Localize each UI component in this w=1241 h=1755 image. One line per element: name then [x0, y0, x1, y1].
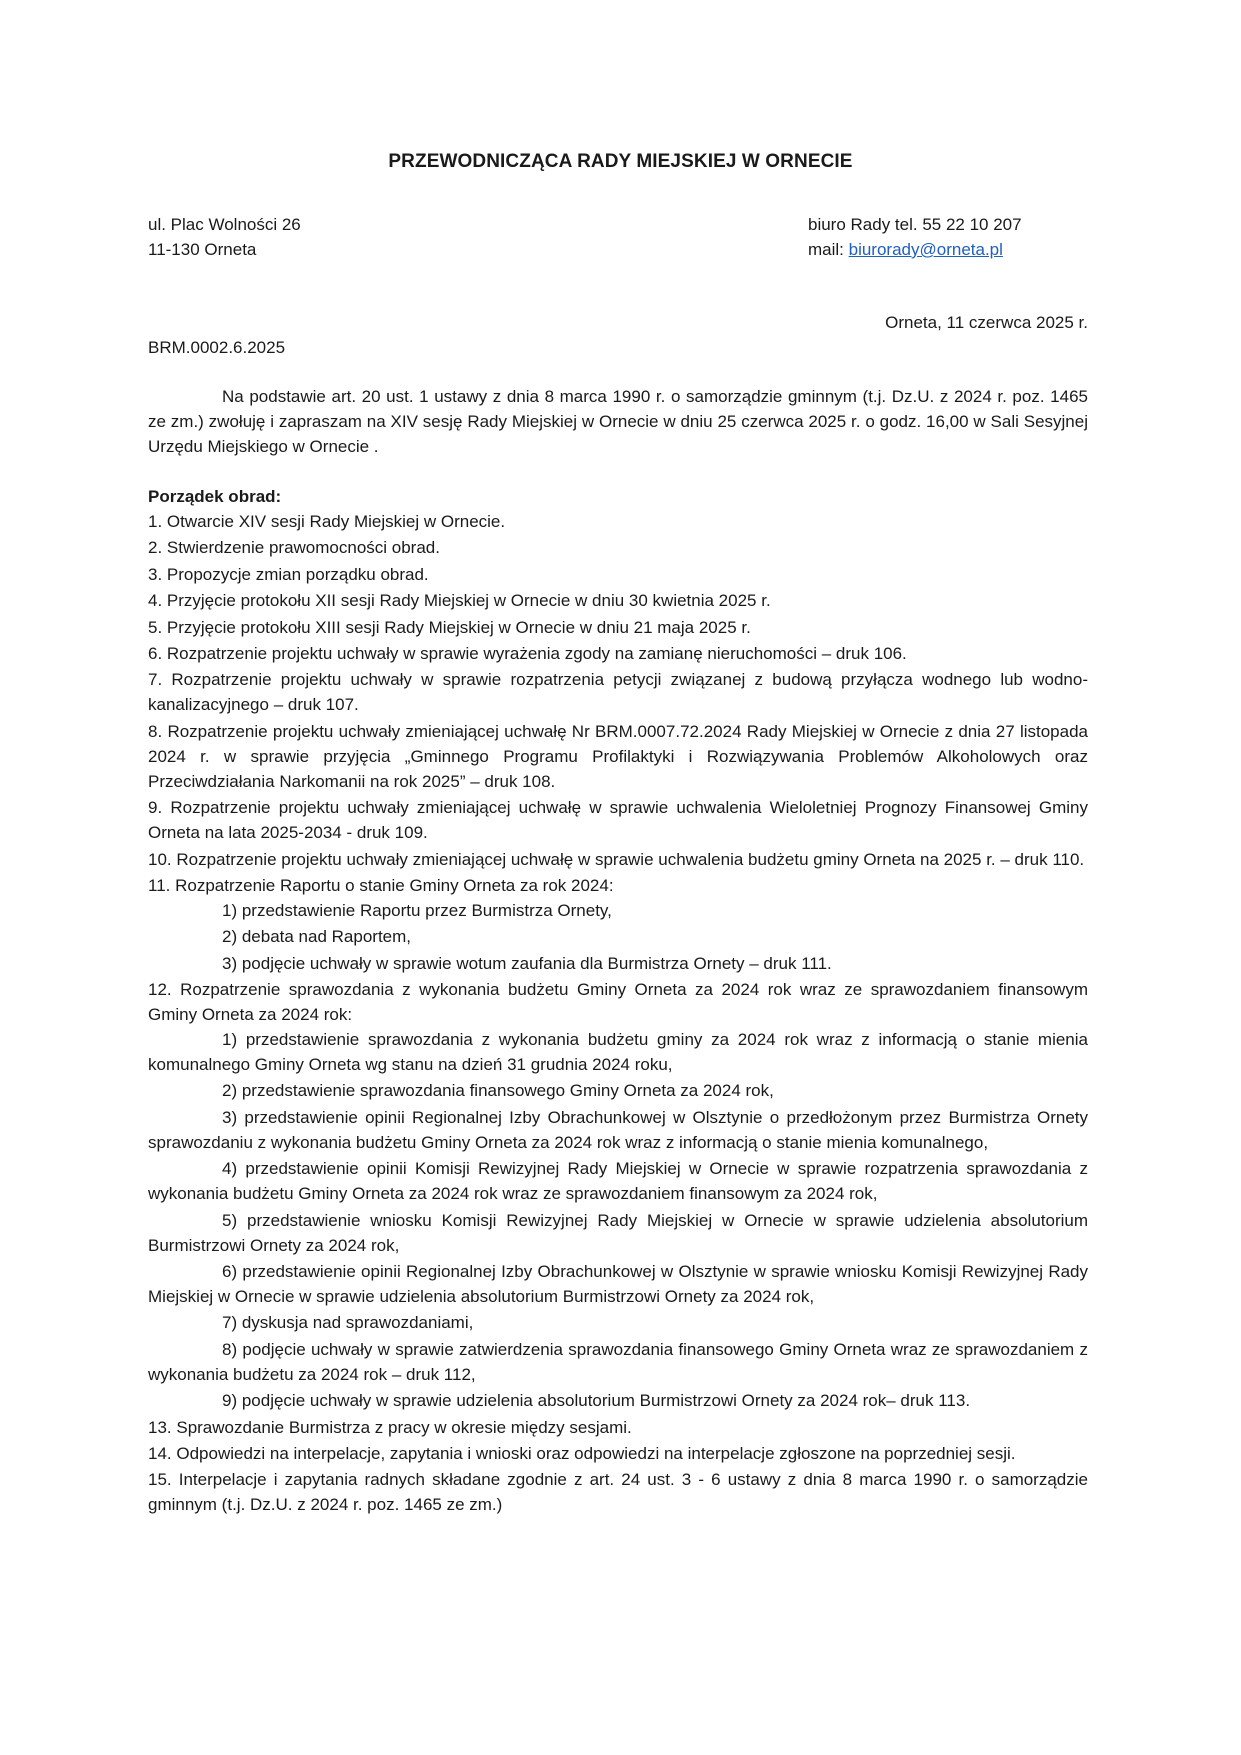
- agenda-subitem: 1) przedstawienie Raportu przez Burmistrza Ornety,: [222, 900, 612, 920]
- agenda-item: 15. Interpelacje i zapytania radnych składane zgodnie z art. 24 ust. 3 - 6 ustawy z dnia 8 marca 1990 r. o samorządzie gminnym (t.j. Dz.U. z 2024 r. poz. 1465 ze zm.): [148, 1470, 1088, 1515]
- agenda-subitem: 6) przedstawienie opinii Regionalnej Izby Obrachunkowej w Olsztynie w sprawie wniosku Komisji Rewizyjnej Rady Miejskiej w Ornecie w sprawie udzielenia absolutorium Burmistrzowi Ornety za 2024 rok,: [148, 1262, 1088, 1307]
- document-title: PRZEWODNICZĄCA RADY MIEJSKIEJ W ORNECIE: [388, 151, 853, 172]
- intro-paragraph: Na podstawie art. 20 ust. 1 ustawy z dnia 8 marca 1990 r. o samorządzie gminnym (t.j. Dz.U. z 2024 r. poz. 1465 ze zm.) zwołuję i zapraszam na XIV sesję Rady Miejskiej w Ornecie w dniu 25 czerwca 2025 r. o godz. 16,00 w Sali Sesyjnej Urzędu Miejskiego w Ornecie .: [148, 387, 1088, 456]
- agenda-item: 14. Odpowiedzi na interpelacje, zapytania i wnioski oraz odpowiedzi na interpelacje zgłoszone na poprzedniej sesji.: [148, 1443, 1016, 1463]
- reference-number: BRM.0002.6.2025: [148, 338, 286, 357]
- agenda-item: 3. Propozycje zmian porządku obrad.: [148, 564, 429, 584]
- address-city: 11-130 Orneta: [148, 240, 257, 259]
- agenda-item: 8. Rozpatrzenie projektu uchwały zmieniającej uchwałę Nr BRM.0007.72.2024 Rady Miejskiej w Ornecie z dnia 27 listopada 2024 r. w sprawie przyjęcia „Gminnego Programu Profilaktyki i Rozwiązywania Problemów Alkoholowych oraz Przeciwdziałania Narkomanii na rok 2025” – druk 108.: [148, 721, 1088, 791]
- agenda-item: 10. Rozpatrzenie projektu uchwały zmieniającej uchwałę w sprawie uchwalenia budżetu gminy Orneta na 2025 r. – druk 110.: [148, 849, 1085, 869]
- agenda-item: 1. Otwarcie XIV sesji Rady Miejskiej w Ornecie.: [148, 512, 506, 531]
- agenda-subitem: 8) podjęcie uchwały w sprawie zatwierdzenia sprawozdania finansowego Gminy Orneta wraz ze sprawozdaniem z wykonania budżetu za 2024 rok – druk 112,: [148, 1339, 1088, 1384]
- agenda-subitem: 9) podjęcie uchwały w sprawie udzielenia absolutorium Burmistrzowi Ornety za 2024 rok– druk 113.: [222, 1391, 971, 1411]
- agenda-item: 5. Przyjęcie protokołu XIII sesji Rady Miejskiej w Ornecie w dniu 21 maja 2025 r.: [148, 617, 751, 637]
- agenda-item: 9. Rozpatrzenie projektu uchwały zmieniającej uchwałę w sprawie uchwalenia Wieloletniej Prognozy Finansowej Gminy Orneta na lata 2025-2034 - druk 109.: [148, 798, 1088, 843]
- agenda-item: [148, 873, 1088, 976]
- agenda-item: 7. Rozpatrzenie projektu uchwały w sprawie rozpatrzenia petycji związanej z budową przyłącza wodnego lub wodno-kanalizacyjnego – druk 107.: [148, 670, 1088, 715]
- agenda-item: 13. Sprawozdanie Burmistrza z pracy w okresie między sesjami.: [148, 1417, 632, 1437]
- address-block: [148, 212, 301, 262]
- agenda-subitem: 2) przedstawienie sprawozdania finansowego Gminy Orneta za 2024 rok,: [222, 1081, 774, 1101]
- agenda-subitem: 1) przedstawienie sprawozdania z wykonania budżetu gminy za 2024 rok wraz z informacją o stanie mienia komunalnego Gminy Orneta wg stanu na dzień 31 grudnia 2024 roku,: [148, 1030, 1088, 1075]
- mail-label: mail:: [808, 240, 849, 259]
- agenda-item: 4. Przyjęcie protokołu XII sesji Rady Miejskiej w Ornecie w dniu 30 kwietnia 2025 r.: [148, 591, 771, 611]
- agenda-list: [148, 509, 1088, 1517]
- agenda-item-text: 12. Rozpatrzenie sprawozdania z wykonania budżetu Gminy Orneta za 2024 rok wraz ze sprawozdaniem finansowym Gminy Orneta za 2024 rok:: [148, 980, 1088, 1025]
- document-body: [148, 384, 1088, 1519]
- contact-block: [808, 212, 1022, 262]
- agenda-subitem: 2) debata nad Raportem,: [222, 927, 412, 947]
- agenda-item: 6. Rozpatrzenie projektu uchwały w sprawie wyrażenia zgody na zamianę nieruchomości – druk 106.: [148, 643, 907, 663]
- agenda-subitem: 4) przedstawienie opinii Komisji Rewizyjnej Rady Miejskiej w Ornecie w sprawie rozpatrzenia sprawozdania z wykonania budżetu Gminy Orneta za 2024 rok wraz ze sprawozdaniem finansowym za 2024 rok,: [148, 1159, 1088, 1204]
- contact-mail-line: [808, 237, 1022, 262]
- agenda-subitem: 3) przedstawienie opinii Regionalnej Izby Obrachunkowej w Olsztynie o przedłożonym przez Burmistrza Ornety sprawozdaniu z wykonania budżetu Gminy Orneta za 2024 rok wraz z informacją o stanie mienia komunalnego,: [148, 1107, 1088, 1152]
- agenda-heading: Porządek obrad:: [148, 487, 282, 506]
- agenda-item-text: 11. Rozpatrzenie Raportu o stanie Gminy Orneta za rok 2024:: [148, 875, 614, 895]
- document-date: Orneta, 11 czerwca 2025 r.: [885, 313, 1088, 332]
- agenda-subitem: 3) podjęcie uchwały w sprawie wotum zaufania dla Burmistrza Ornety – druk 111.: [222, 953, 832, 973]
- mail-link[interactable]: biurorady@orneta.pl: [848, 240, 1003, 259]
- agenda-item: 2. Stwierdzenie prawomocności obrad.: [148, 538, 440, 558]
- contact-phone: biuro Rady tel. 55 22 10 207: [808, 215, 1022, 234]
- agenda-item: [148, 977, 1088, 1413]
- agenda-subitem: 7) dyskusja nad sprawozdaniami,: [222, 1313, 474, 1333]
- address-street: ul. Plac Wolności 26: [148, 215, 301, 234]
- agenda-subitem: 5) przedstawienie wniosku Komisji Rewizyjnej Rady Miejskiej w Ornecie w sprawie udzielenia absolutorium Burmistrzowi Ornety za 2024 rok,: [148, 1210, 1088, 1255]
